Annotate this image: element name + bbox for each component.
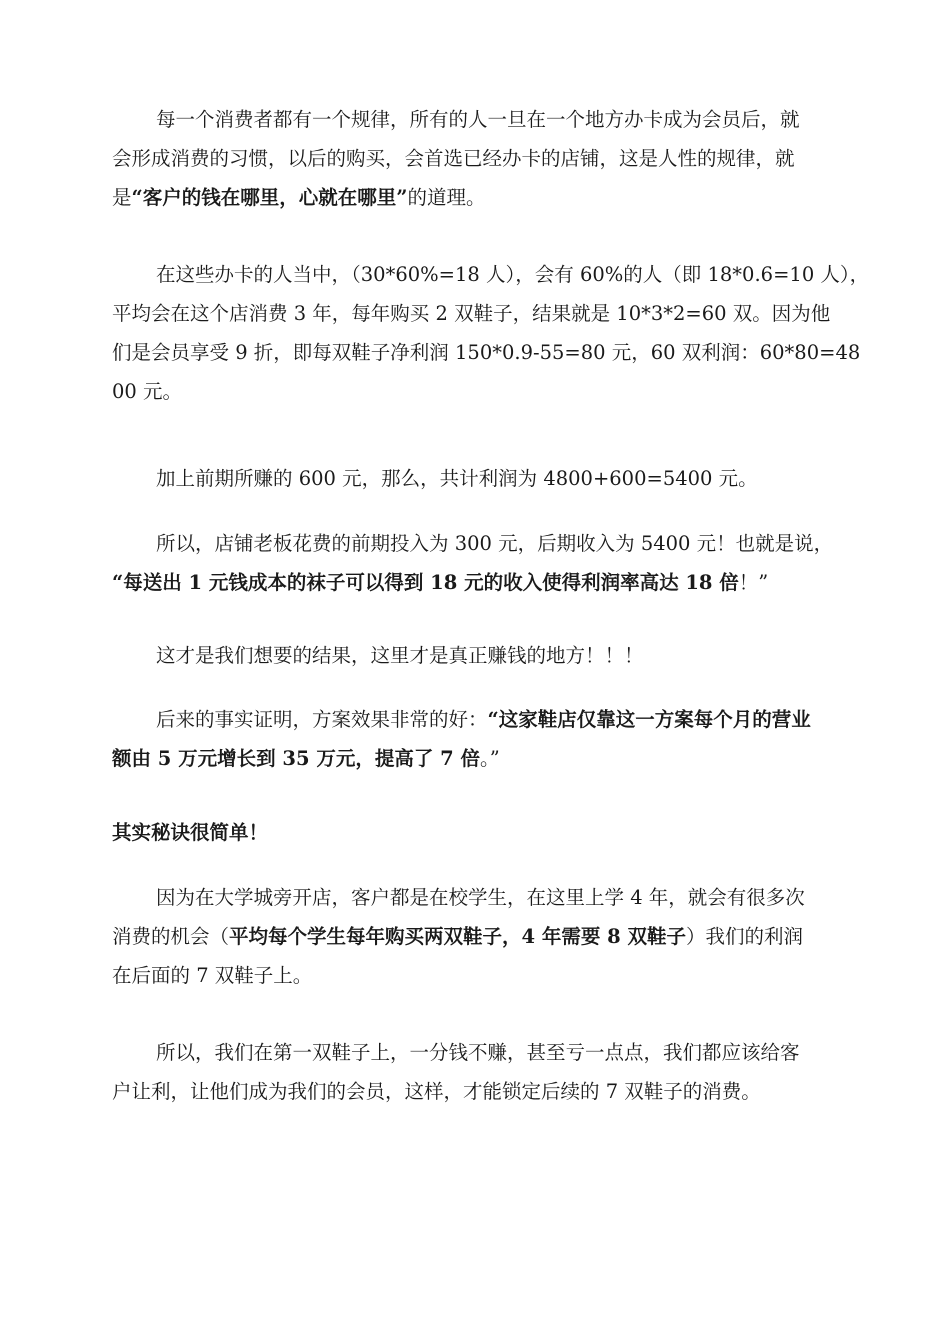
text-line: 加上前期所赚的 600 元，那么，共计利润为 4800+600=5400 元。 xyxy=(156,467,758,490)
paragraph-total-profit xyxy=(112,459,872,498)
text-line: 这才是我们想要的结果，这里才是真正赚钱的地方！！！ xyxy=(156,644,644,667)
bold-quote: “这家鞋店仅靠这一方案每个月的营业 xyxy=(487,708,811,731)
bold-quote: 额由 5 万元增长到 35 万元，提高了 7 倍 xyxy=(112,747,481,770)
bold-quote: “客户的钱在哪里，心就在哪里” xyxy=(131,186,408,209)
bold-heading: 其实秘诀很简单！ xyxy=(112,821,269,844)
paragraph-return-ratio xyxy=(112,524,872,602)
text-run: 。” xyxy=(480,747,500,770)
text-line xyxy=(112,813,872,852)
paragraph-university xyxy=(112,878,872,995)
paragraph-real-profit xyxy=(112,636,872,675)
text-line: 在这些办卡的人当中，（30*60%=18 人），会有 60%的人（即 18*0.6=10 人）， xyxy=(156,263,870,286)
text-line: 00 元。 xyxy=(112,380,183,403)
bold-quote: “每送出 1 元钱成本的袜子可以得到 18 元的收入使得利润率高达 18 倍 xyxy=(112,571,739,594)
text-line: 平均会在这个店消费 3 年，每年购买 2 双鞋子，结果就是 10*3*2=60 双。因为他 xyxy=(112,302,831,325)
text-line: 会形成消费的习惯，以后的购买，会首选已经办卡的店铺，这是人性的规律，就 xyxy=(112,147,795,170)
paragraph-secret-heading xyxy=(112,813,872,852)
text-line xyxy=(112,739,872,778)
text-run: 后来的事实证明，方案效果非常的好： xyxy=(156,708,488,731)
text-line: 在后面的 7 双鞋子上。 xyxy=(112,964,313,987)
text-line: 每一个消费者都有一个规律，所有的人一旦在一个地方办卡成为会员后，就 xyxy=(156,108,800,131)
text-run: ）我们的利润 xyxy=(686,925,804,948)
text-line: 因为在大学城旁开店，客户都是在校学生，在这里上学 4 年，就会有很多次 xyxy=(156,886,805,909)
text-line: 所以，我们在第一双鞋子上，一分钱不赚，甚至亏一点点，我们都应该给客 xyxy=(156,1041,800,1064)
paragraph-calculation xyxy=(112,255,872,411)
text-line xyxy=(112,700,872,739)
text-run: ！” xyxy=(738,571,769,594)
text-line xyxy=(112,178,872,217)
paragraph-result xyxy=(112,700,872,778)
text-run: 是 xyxy=(112,186,132,209)
text-line xyxy=(112,563,872,602)
text-line: 们是会员享受 9 折，即每双鞋子净利润 150*0.9-55=80 元，60 双利润：60*80=48 xyxy=(112,341,861,364)
text-run: 消费的机会（ xyxy=(112,925,230,948)
text-line xyxy=(112,917,872,956)
bold-phrase: 平均每个学生每年购买两双鞋子，4 年需要 8 双鞋子 xyxy=(229,925,687,948)
text-line: 户让利，让他们成为我们的会员，这样，才能锁定后续的 7 双鞋子的消费。 xyxy=(112,1080,761,1103)
text-line: 所以，店铺老板花费的前期投入为 300 元，后期收入为 5400 元！也就是说， xyxy=(156,532,834,555)
paragraph-conclusion xyxy=(112,1033,872,1111)
text-run: 的道理。 xyxy=(407,186,486,209)
paragraph-membership-habit xyxy=(112,100,872,217)
